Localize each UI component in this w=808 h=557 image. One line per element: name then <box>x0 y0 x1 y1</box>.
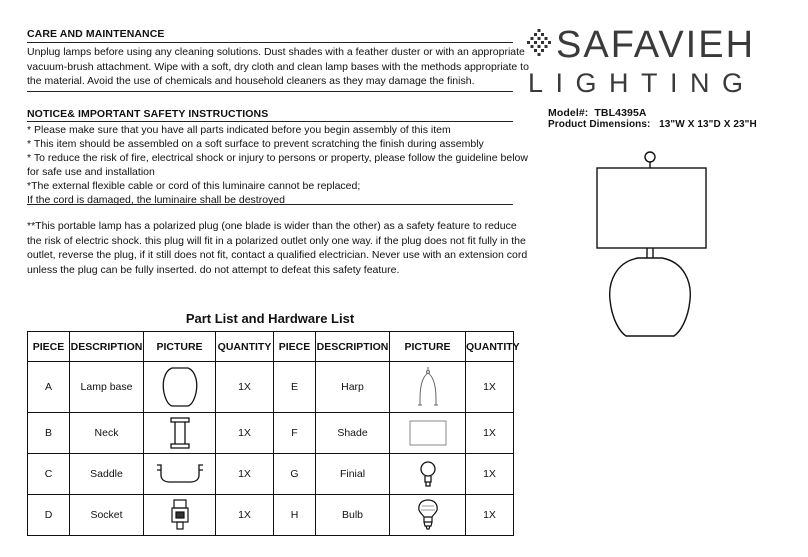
quantity-cell: 1X <box>216 495 274 536</box>
logo-subtitle: LIGHTING <box>528 68 756 98</box>
care-bottom-rule <box>27 91 513 92</box>
description-cell: Harp <box>316 362 390 413</box>
dims-line <box>548 119 757 130</box>
quantity-cell: 1X <box>466 413 514 454</box>
table-row <box>28 362 514 413</box>
dims-value: 13"W X 13"D X 23"H <box>659 119 757 130</box>
description-cell: Socket <box>70 495 144 536</box>
harp-icon <box>390 362 466 413</box>
care-line: Unplug lamps before using any cleaning solutions. Dust shades with a feather duster or with an appropriate <box>27 46 525 58</box>
safety-line: *The external flexible cable or cord of this luminaire cannot be replaced; <box>27 180 361 192</box>
bulb-icon <box>390 495 466 536</box>
safety-line: for safe use and installation <box>27 166 155 178</box>
safety-line: If the cord is damaged, the luminaire shall be destroyed <box>27 194 285 206</box>
plug-line: outlet, reverse the plug, if it still does not fit, contact a qualified electrician. Never use with an extension cord <box>27 249 528 261</box>
table-header-row <box>28 332 514 362</box>
quantity-cell: 1X <box>466 362 514 413</box>
header-piece: PIECE <box>274 332 316 362</box>
care-line: vacuum-brush attachment. Wipe with a soft, dry cloth and clean lamp bases with the methods appropriate to <box>27 60 529 73</box>
safety-text <box>27 123 528 207</box>
header-description: DESCRIPTION <box>316 332 390 362</box>
description-cell: Neck <box>70 413 144 454</box>
header-quantity: QUANTITY <box>216 332 274 362</box>
model-value: TBL4395A <box>594 107 647 119</box>
quantity-cell: 1X <box>466 495 514 536</box>
care-heading: CARE AND MAINTENANCE <box>27 28 165 40</box>
table-row <box>28 413 514 454</box>
lamp-illustration-icon <box>596 150 726 345</box>
piece-cell: D <box>28 495 70 536</box>
care-rule <box>27 42 513 43</box>
piece-cell: C <box>28 454 70 495</box>
lamp-base-icon <box>144 362 216 413</box>
quantity-cell: 1X <box>466 454 514 495</box>
model-label: Model#: <box>548 107 589 119</box>
dims-label: Product Dimensions: <box>548 119 651 130</box>
socket-icon <box>144 495 216 536</box>
piece-cell: B <box>28 413 70 454</box>
model-line <box>548 107 647 119</box>
plug-line: **This portable lamp has a polarized plug (one blade is wider than the other) as a safety feature to reduce <box>27 220 517 232</box>
header-description: DESCRIPTION <box>70 332 144 362</box>
safety-rule <box>27 121 513 122</box>
care-text <box>27 45 527 89</box>
quantity-cell: 1X <box>216 413 274 454</box>
piece-cell: A <box>28 362 70 413</box>
header-piece: PIECE <box>28 332 70 362</box>
saddle-icon <box>144 454 216 495</box>
parts-title: Part List and Hardware List <box>185 311 355 326</box>
piece-cell: F <box>274 413 316 454</box>
quantity-cell: 1X <box>216 454 274 495</box>
description-cell: Saddle <box>70 454 144 495</box>
description-cell: Finial <box>316 454 390 495</box>
logo-brand: SAFAVIEH <box>556 24 756 66</box>
piece-cell: H <box>274 495 316 536</box>
header-picture: PICTURE <box>144 332 216 362</box>
table-row <box>28 454 514 495</box>
quantity-cell: 1X <box>216 362 274 413</box>
shade-icon <box>390 413 466 454</box>
description-cell: Lamp base <box>70 362 144 413</box>
safety-line: * To reduce the risk of fire, electrical shock or injury to persons or property, please follow the guideline below <box>27 152 528 164</box>
safety-heading: NOTICE& IMPORTANT SAFETY INSTRUCTIONS <box>27 108 269 120</box>
header-quantity: QUANTITY <box>466 332 514 362</box>
table-row <box>28 495 514 536</box>
description-cell: Shade <box>316 413 390 454</box>
safety-line: * Please make sure that you have all parts indicated before you begin assembly of this item <box>27 124 451 136</box>
plug-line: unless the plug can be fully inserted. do not attempt to defeat this safety feature. <box>27 263 400 276</box>
safety-line: * This item should be assembled on a soft surface to prevent scratching the finish during assembly <box>27 138 484 150</box>
description-cell: Bulb <box>316 495 390 536</box>
neck-icon <box>144 413 216 454</box>
piece-cell: E <box>274 362 316 413</box>
safety-bottom-rule <box>27 204 513 205</box>
plug-line: the risk of electric shock. this plug will fit in a polarized outlet only one way. if the plug does not fit fully in the <box>27 234 526 247</box>
header-picture: PICTURE <box>390 332 466 362</box>
piece-cell: G <box>274 454 316 495</box>
plug-text <box>27 219 527 277</box>
care-line: the material. Avoid the use of chemicals and household cleaners as they may damage the finish. <box>27 75 475 87</box>
logo-mark-icon <box>524 27 554 62</box>
finial-icon <box>390 454 466 495</box>
parts-table <box>27 331 520 536</box>
